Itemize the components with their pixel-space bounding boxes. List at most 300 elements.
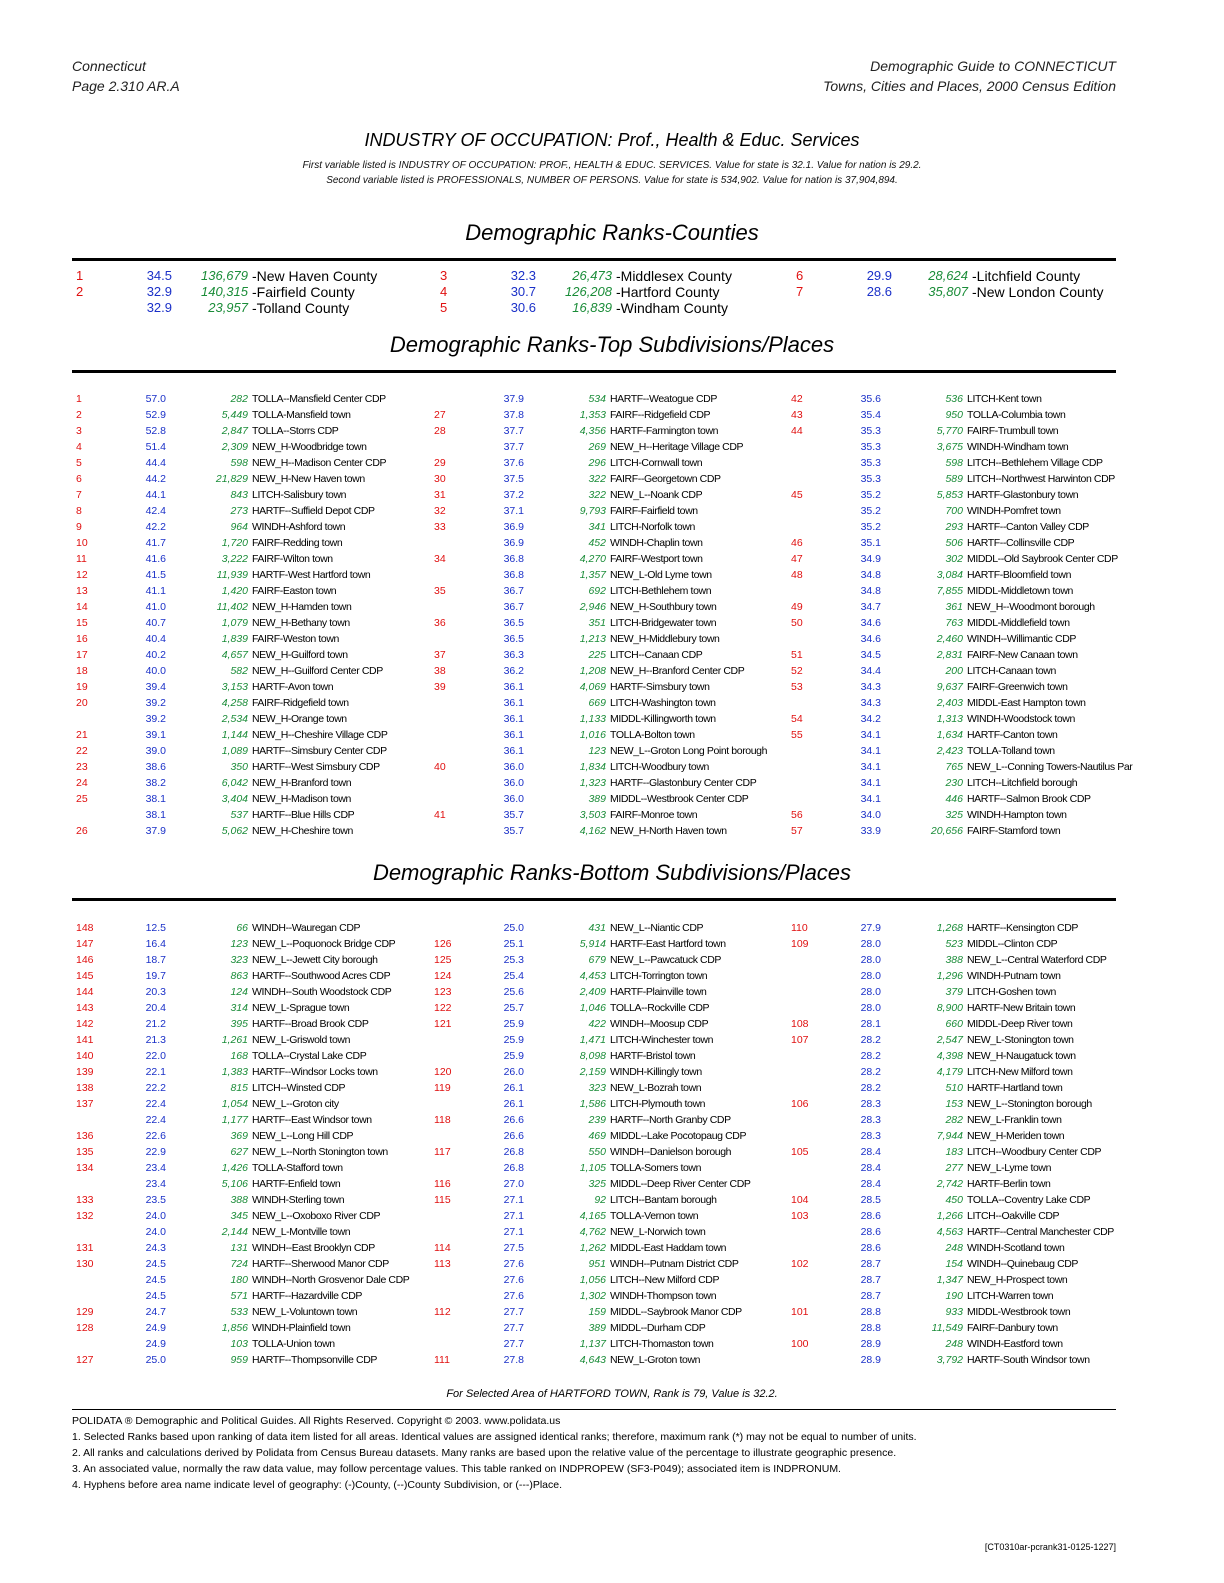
rank: 2 — [76, 409, 82, 421]
area-name: MIDDL-Deep River town — [967, 1018, 1073, 1030]
count: 1,634 — [936, 729, 963, 741]
rank: 117 — [434, 1146, 451, 1158]
area-name: -New London County — [972, 284, 1104, 300]
list-item — [791, 1178, 1131, 1194]
rank: 56 — [791, 809, 803, 821]
list-item — [791, 986, 1131, 1002]
list-item — [76, 425, 416, 441]
area-name: -New Haven County — [252, 268, 378, 284]
count: 534 — [588, 393, 606, 405]
value: 37.9 — [503, 393, 524, 405]
value: 36.5 — [503, 633, 524, 645]
count: 692 — [588, 585, 606, 597]
area-name: LITCH--Winsted CDP — [252, 1082, 346, 1094]
value: 39.2 — [145, 697, 166, 709]
list-item — [791, 1210, 1131, 1226]
value: 34.0 — [860, 809, 881, 821]
count: 3,675 — [936, 441, 963, 453]
count: 506 — [945, 537, 963, 549]
value: 42.2 — [145, 521, 166, 533]
list-item — [76, 713, 416, 729]
header-right — [823, 56, 1116, 96]
count: 933 — [945, 1306, 963, 1318]
area-name: NEW_L-Bozrah town — [610, 1082, 702, 1094]
area-name: TOLLA-Bolton town — [610, 729, 695, 741]
value: 27.6 — [503, 1258, 524, 1270]
count: 341 — [588, 521, 606, 533]
area-name: HARTF-Enfield town — [252, 1178, 341, 1190]
rank: 106 — [791, 1098, 809, 1110]
value: 34.3 — [860, 681, 881, 693]
area-name: HARTF-Berlin town — [967, 1178, 1051, 1190]
list-item — [434, 1226, 774, 1242]
list-item — [76, 761, 416, 777]
area-name: LITCH-Kent town — [967, 393, 1042, 405]
count: 765 — [945, 761, 963, 773]
list-item — [76, 1034, 416, 1050]
rank: 121 — [434, 1018, 452, 1030]
list-item — [76, 409, 416, 425]
list-item — [434, 521, 774, 537]
rank: 10 — [76, 537, 88, 549]
rank: 49 — [791, 601, 803, 613]
area-name: TOLLA-Vernon town — [610, 1210, 699, 1222]
value: 25.7 — [503, 1002, 524, 1014]
rank: 125 — [434, 954, 452, 966]
list-item — [434, 537, 774, 553]
header-guide-title: Demographic Guide to CONNECTICUT — [870, 58, 1116, 74]
list-item — [791, 713, 1131, 729]
list-item — [434, 441, 774, 457]
value: 28.0 — [860, 970, 881, 982]
value: 34.2 — [860, 713, 881, 725]
value: 41.7 — [145, 537, 166, 549]
list-item — [791, 569, 1131, 585]
area-name: HARTF-Farmington town — [610, 425, 719, 437]
list-item — [791, 1114, 1131, 1130]
count: 1,839 — [221, 633, 248, 645]
list-item — [434, 793, 774, 809]
count: 8,900 — [936, 1002, 963, 1014]
area-name: FAIRF-Weston town — [252, 633, 339, 645]
value: 24.5 — [145, 1290, 166, 1302]
list-item — [434, 569, 774, 585]
list-item — [76, 922, 416, 938]
value: 38.1 — [145, 809, 166, 821]
area-name: HARTF--Broad Brook CDP — [252, 1018, 369, 1030]
area-name: TOLLA--Coventry Lake CDP — [967, 1194, 1091, 1206]
area-name: HARTF-West Hartford town — [252, 569, 371, 581]
area-name: NEW_L--Stonington borough — [967, 1098, 1092, 1110]
rank: 135 — [76, 1146, 94, 1158]
count: 1,105 — [579, 1162, 606, 1174]
list-item — [434, 1034, 774, 1050]
area-name: -Hartford County — [616, 284, 720, 300]
count: 183 — [945, 1146, 963, 1158]
count: 1,296 — [936, 970, 963, 982]
count: 2,409 — [579, 986, 606, 998]
value: 37.9 — [145, 825, 166, 837]
list-item — [791, 809, 1131, 825]
count: 9,793 — [579, 505, 606, 517]
count: 1,056 — [579, 1274, 606, 1286]
count: 450 — [945, 1194, 963, 1206]
count: 345 — [230, 1210, 248, 1222]
value: 22.4 — [145, 1114, 166, 1126]
rank: 55 — [791, 729, 803, 741]
count: 763 — [945, 617, 963, 629]
count: 200 — [945, 665, 963, 677]
value: 37.6 — [503, 457, 524, 469]
area-name: FAIRF-Fairfield town — [610, 505, 698, 517]
count: 1,213 — [579, 633, 606, 645]
count: 4,643 — [579, 1354, 606, 1366]
area-name: WINDH--Quinebaug CDP — [967, 1258, 1079, 1270]
value: 36.2 — [503, 665, 524, 677]
value: 23.4 — [145, 1178, 166, 1190]
count: 669 — [588, 697, 606, 709]
count: 1,323 — [579, 777, 606, 789]
footer-note-3: 3. An associated value, normally the raw data value, may follow percentage values. This table ranked on INDPROPEW (SF3-P049); associated item is INDPRONUM. — [72, 1463, 841, 1475]
list-item — [76, 825, 416, 841]
rank: 35 — [434, 585, 446, 597]
rank: 5 — [440, 300, 448, 315]
list-item — [76, 649, 416, 665]
count: 571 — [230, 1290, 248, 1302]
area-name: NEW_H-Southbury town — [610, 601, 717, 613]
rank: 102 — [791, 1258, 809, 1270]
rank: 25 — [76, 793, 88, 805]
area-name: NEW_H--Madison Center CDP — [252, 457, 387, 469]
area-name: MIDDL--Saybrook Manor CDP — [610, 1306, 742, 1318]
value: 34.7 — [860, 601, 881, 613]
value: 28.0 — [860, 986, 881, 998]
area-name: -Windham County — [616, 300, 729, 316]
area-name: HARTF-Bloomfield town — [967, 569, 1072, 581]
count: 26,473 — [572, 268, 612, 283]
area-name: WINDH--East Brooklyn CDP — [252, 1242, 375, 1254]
rank: 18 — [76, 665, 88, 677]
area-name: FAIRF-Ridgefield town — [252, 697, 349, 709]
area-name: HARTF--Salmon Brook CDP — [967, 793, 1091, 805]
value: 35.2 — [860, 521, 881, 533]
list-item — [76, 954, 416, 970]
area-name: HARTF-East Hartford town — [610, 938, 726, 950]
rank: 46 — [791, 537, 803, 549]
list-item — [791, 938, 1131, 954]
value: 28.7 — [860, 1258, 881, 1270]
value: 27.6 — [503, 1290, 524, 1302]
list-item — [791, 649, 1131, 665]
count: 4,453 — [579, 970, 606, 982]
rank: 136 — [76, 1130, 94, 1142]
count: 1,144 — [221, 729, 248, 741]
area-name: NEW_L--Central Waterford CDP — [967, 954, 1107, 966]
rank: 14 — [76, 601, 88, 613]
count: 140,315 — [201, 284, 248, 299]
area-name: LITCH-Plymouth town — [610, 1098, 706, 1110]
rank: 50 — [791, 617, 803, 629]
rank: 122 — [434, 1002, 452, 1014]
list-item — [791, 489, 1131, 505]
area-name: HARTF-Avon town — [252, 681, 334, 693]
count: 124 — [230, 986, 248, 998]
rank: 38 — [434, 665, 446, 677]
area-name: TOLLA-Columbia town — [967, 409, 1066, 421]
rank: 115 — [434, 1194, 451, 1206]
area-name: HARTF-South Windsor town — [967, 1354, 1090, 1366]
list-item — [791, 1162, 1131, 1178]
rank: 26 — [76, 825, 88, 837]
count: 35,807 — [928, 284, 968, 299]
count: 7,944 — [936, 1130, 963, 1142]
list-item — [434, 1258, 774, 1274]
value: 28.4 — [860, 1146, 881, 1158]
list-item — [76, 697, 416, 713]
area-name: WINDH-Windham town — [967, 441, 1069, 453]
list-item — [434, 1210, 774, 1226]
list-item — [434, 1306, 774, 1322]
list-item — [791, 393, 1131, 409]
list-item — [76, 1322, 416, 1338]
rank: 3 — [440, 268, 448, 283]
list-item — [76, 300, 416, 316]
area-name: NEW_H--Heritage Village CDP — [610, 441, 744, 453]
area-name: NEW_L-Griswold town — [252, 1034, 351, 1046]
list-item — [434, 1290, 774, 1306]
list-item — [434, 1114, 774, 1130]
area-name: HARTF--Kensington CDP — [967, 922, 1079, 934]
value: 38.1 — [145, 793, 166, 805]
count: 23,957 — [208, 300, 248, 315]
value: 34.1 — [860, 729, 881, 741]
rule-top — [72, 370, 1116, 373]
list-item — [434, 681, 774, 697]
value: 41.5 — [145, 569, 166, 581]
rank: 31 — [434, 489, 446, 501]
rank: 108 — [791, 1018, 809, 1030]
list-item — [76, 745, 416, 761]
count: 361 — [945, 601, 963, 613]
value: 28.0 — [860, 954, 881, 966]
list-item — [791, 825, 1131, 841]
area-name: WINDH--Willimantic CDP — [967, 633, 1077, 645]
value: 57.0 — [145, 393, 166, 405]
area-name: FAIRF-Stamford town — [967, 825, 1061, 837]
value: 26.0 — [503, 1066, 524, 1078]
list-item — [76, 284, 416, 300]
rank: 101 — [791, 1306, 809, 1318]
value: 44.4 — [145, 457, 166, 469]
area-name: LITCH-Warren town — [967, 1290, 1054, 1302]
area-name: HARTF-New Britain town — [967, 1002, 1076, 1014]
list-item — [76, 1338, 416, 1354]
area-name: WINDH-Chaplin town — [610, 537, 703, 549]
value: 40.7 — [145, 617, 166, 629]
count: 627 — [230, 1146, 248, 1158]
list-item — [791, 1018, 1131, 1034]
value: 25.4 — [503, 970, 524, 982]
rank: 33 — [434, 521, 446, 533]
list-item — [434, 938, 774, 954]
rank: 1 — [76, 393, 82, 405]
list-item — [434, 425, 774, 441]
area-name: LITCH-Canaan town — [967, 665, 1056, 677]
area-name: NEW_H-Prospect town — [967, 1274, 1068, 1286]
count: 4,179 — [936, 1066, 963, 1078]
count: 5,106 — [221, 1178, 248, 1190]
area-name: NEW_L--Niantic CDP — [610, 922, 704, 934]
list-item — [434, 489, 774, 505]
area-name: MIDDL--Lake Pocotopaug CDP — [610, 1130, 747, 1142]
list-item — [434, 986, 774, 1002]
count: 180 — [230, 1274, 248, 1286]
value: 28.0 — [860, 1002, 881, 1014]
count: 523 — [945, 938, 963, 950]
rank: 142 — [76, 1018, 94, 1030]
count: 5,770 — [936, 425, 963, 437]
list-item — [76, 970, 416, 986]
value: 28.7 — [860, 1290, 881, 1302]
rank: 126 — [434, 938, 452, 950]
list-item — [434, 1194, 774, 1210]
list-item — [76, 268, 416, 284]
rule-counties — [72, 258, 1116, 261]
value: 35.4 — [860, 409, 881, 421]
rank: 12 — [76, 569, 88, 581]
value: 28.0 — [860, 938, 881, 950]
value: 28.9 — [860, 1354, 881, 1366]
list-item — [76, 729, 416, 745]
area-name: WINDH--Wauregan CDP — [252, 922, 361, 934]
area-name: NEW_H-New Haven town — [252, 473, 365, 485]
count: 843 — [230, 489, 248, 501]
count: 123 — [230, 938, 248, 950]
count: 2,423 — [936, 745, 963, 757]
rank: 21 — [76, 729, 88, 741]
list-item — [434, 1274, 774, 1290]
count: 4,270 — [579, 553, 606, 565]
value: 28.3 — [860, 1130, 881, 1142]
subtitle-second-variable: Second variable listed is PROFESSIONALS, NUMBER OF PERSONS. Value for state is 534,902. Value for nation is 37,904,894. — [326, 175, 898, 186]
rank: 119 — [434, 1082, 451, 1094]
value: 36.7 — [503, 585, 524, 597]
list-item — [791, 954, 1131, 970]
count: 248 — [945, 1338, 963, 1350]
footer-copyright: POLIDATA ® Demographic and Political Guides. All Rights Reserved. Copyright © 2003. www.polidata.us — [72, 1415, 561, 1427]
count: 1,137 — [579, 1338, 606, 1350]
area-name: NEW_H-Orange town — [252, 713, 347, 725]
count: 1,208 — [579, 665, 606, 677]
list-item — [791, 1130, 1131, 1146]
rank: 1 — [76, 268, 84, 283]
value: 28.2 — [860, 1050, 881, 1062]
value: 28.9 — [860, 1338, 881, 1350]
area-name: HARTF--Thompsonville CDP — [252, 1354, 377, 1366]
list-item — [434, 649, 774, 665]
value: 39.4 — [145, 681, 166, 693]
list-item — [76, 1146, 416, 1162]
list-item — [434, 825, 774, 841]
count: 4,563 — [936, 1226, 963, 1238]
value: 34.6 — [860, 617, 881, 629]
area-name: HARTF--North Granby CDP — [610, 1114, 731, 1126]
rank: 104 — [791, 1194, 809, 1206]
rank: 100 — [791, 1338, 809, 1350]
rank: 28 — [434, 425, 446, 437]
count: 3,792 — [936, 1354, 963, 1366]
list-item — [791, 633, 1131, 649]
list-item — [76, 633, 416, 649]
list-item — [434, 1354, 774, 1370]
list-item — [791, 665, 1131, 681]
rank: 9 — [76, 521, 82, 533]
area-name: TOLLA--Rockville CDP — [610, 1002, 710, 1014]
rank: 54 — [791, 713, 803, 725]
footer-note-2: 2. All ranks and calculations derived by Polidata from Census Bureau datasets. Many ranks are based upon the relative value of the percentage to illustrate geographic presence. — [72, 1447, 897, 1459]
count: 28,624 — [928, 268, 968, 283]
area-name: HARTF--Suffield Depot CDP — [252, 505, 375, 517]
value: 22.2 — [145, 1082, 166, 1094]
area-name: FAIRF--Georgetown CDP — [610, 473, 721, 485]
area-name: WINDH-Thompson town — [610, 1290, 717, 1302]
area-name: LITCH--New Milford CDP — [610, 1274, 720, 1286]
value: 27.0 — [503, 1178, 524, 1190]
count: 4,069 — [579, 681, 606, 693]
list-item — [76, 1018, 416, 1034]
value: 34.5 — [146, 268, 172, 283]
rank: 130 — [76, 1258, 94, 1270]
area-name: MIDDL--Clinton CDP — [967, 938, 1058, 950]
count: 225 — [588, 649, 606, 661]
list-item — [791, 1066, 1131, 1082]
area-name: NEW_L--Jewett City borough — [252, 954, 378, 966]
list-item — [791, 1290, 1131, 1306]
area-name: LITCH-New Milford town — [967, 1066, 1073, 1078]
rank: 148 — [76, 922, 94, 934]
area-name: FAIRF--Ridgefield CDP — [610, 409, 711, 421]
value: 34.8 — [860, 569, 881, 581]
rank: 52 — [791, 665, 803, 677]
value: 37.8 — [503, 409, 524, 421]
list-item — [440, 300, 780, 316]
value: 51.4 — [145, 441, 166, 453]
count: 1,261 — [221, 1034, 248, 1046]
rank: 132 — [76, 1210, 94, 1222]
area-name: NEW_H-Meriden town — [967, 1130, 1065, 1142]
value: 40.4 — [145, 633, 166, 645]
rank: 15 — [76, 617, 88, 629]
list-item — [76, 537, 416, 553]
value: 34.5 — [860, 649, 881, 661]
list-item — [791, 681, 1131, 697]
count: 1,177 — [221, 1114, 248, 1126]
count: 2,460 — [936, 633, 963, 645]
count: 389 — [588, 1322, 606, 1334]
list-item — [434, 1002, 774, 1018]
value: 37.1 — [503, 505, 524, 517]
value: 39.0 — [145, 745, 166, 757]
count: 314 — [230, 1002, 248, 1014]
value: 25.0 — [145, 1354, 166, 1366]
count: 863 — [230, 970, 248, 982]
list-item — [76, 1274, 416, 1290]
value: 35.6 — [860, 393, 881, 405]
value: 34.1 — [860, 761, 881, 773]
count: 92 — [594, 1194, 606, 1206]
list-item — [76, 1226, 416, 1242]
rank: 20 — [76, 697, 88, 709]
